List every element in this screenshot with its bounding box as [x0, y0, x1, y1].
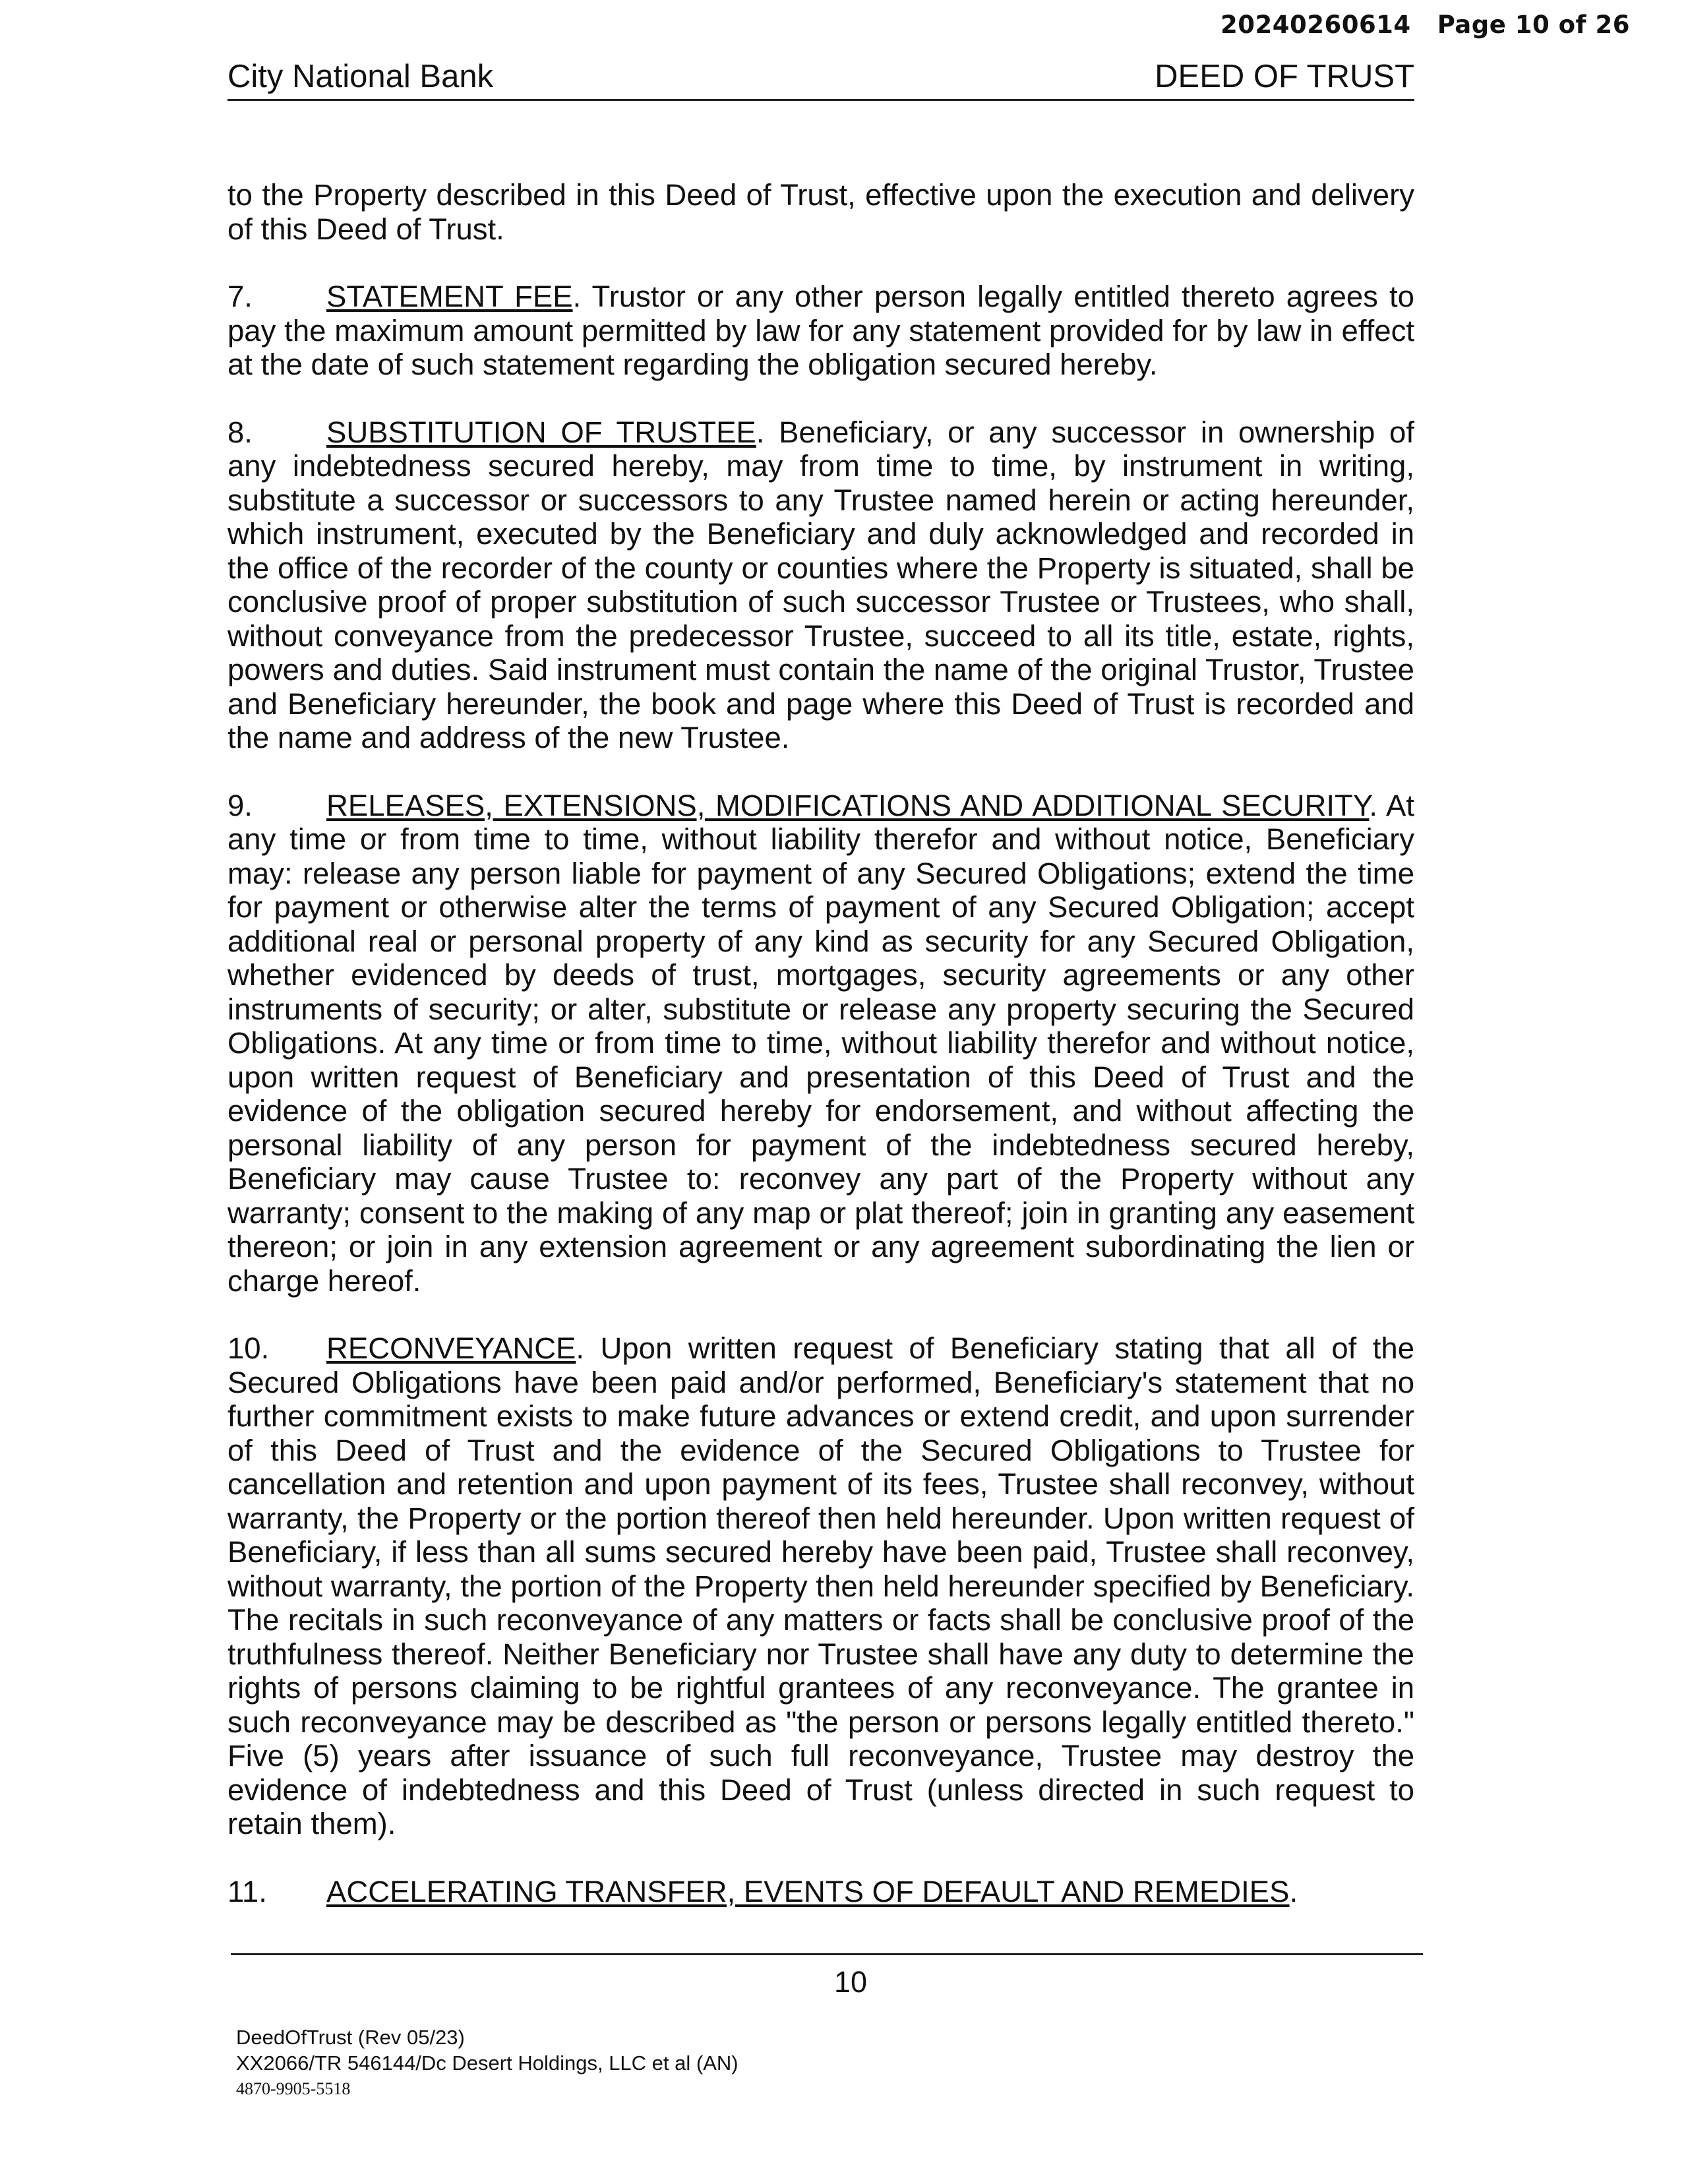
section-11 [227, 1875, 1414, 1909]
section-text: . Beneficiary, or any successor in ownership of any indebtedness secured hereby, may from time to time, by instrument in writing, substitute a successor or successors to any Trustee named herein or acting hereunder, which instrument, executed by the Beneficiary and duly acknowledged and recorded in the office of the recorder of the county or counties where the Property is situated, shall be conclusive proof of proper substitution of such successor Trustee or Trustees, who shall, without conveyance from the predecessor Trustee, succeed to all its title, estate, rights, powers and duties. Said instrument must contain the name of the original Trustor, Trustee and Beneficiary hereunder, the book and page where this Deed of Trust is recorded and the name and address of the new Trustee. [227, 415, 1414, 754]
section-text: . Trustor or any other person legally entitled thereto agrees to pay the maximum amount permitted by law for any statement provided for by law in effect at the date of such statement regarding the obligation secured hereby. [227, 280, 1414, 381]
section-number: 9. [227, 788, 253, 822]
footer-divider [231, 1953, 1423, 1955]
section-heading: STATEMENT FEE [326, 280, 573, 313]
section-8 [227, 415, 1414, 755]
section-number: 11. [227, 1874, 267, 1908]
section-10 [227, 1331, 1414, 1841]
recording-info [1221, 11, 1630, 39]
section-7 [227, 280, 1414, 382]
page-number: 10 [833, 1965, 868, 1999]
document-title: DEED OF TRUST [1155, 59, 1414, 94]
section-number: 10. [227, 1331, 270, 1365]
section-heading: RECONVEYANCE [326, 1331, 576, 1365]
section-number: 7. [227, 280, 253, 313]
section-number: 8. [227, 415, 253, 449]
section-text: . Upon written request of Beneficiary stating that all of the Secured Obligations have been paid and/or performed, Beneficiary's statement that no further commitment exists to make future advances or extend credit, and upon surrender of this Deed of Trust and the evidence of the Secured Obligations to Trustee for cancellation and retention and upon payment of its fees, Trustee shall reconvey, without warranty, the Property or the portion thereof then held hereunder. Upon written request of Beneficiary, if less than all sums secured hereby have been paid, Trustee shall reconvey, without warranty, the portion of the Property then held hereunder specified by Beneficiary. The recitals in such reconveyance of any matters or facts shall be conclusive proof of the truthfulness thereof. Neither Beneficiary nor Trustee shall have any duty to determine the rights of persons claiming to be rightful grantees of any reconveyance. The grantee in such reconveyance may be described as "the person or persons legally entitled thereto." Five (5) years after issuance of such full reconveyance, Trustee may destroy the evidence of indebtedness and this Deed of Trust (unless directed in such request to retain them). [227, 1331, 1414, 1840]
recording-number: 20240260614 [1220, 11, 1411, 39]
page-footer [236, 2024, 738, 2102]
page-indicator: Page 10 of 26 [1437, 11, 1630, 39]
document-body [227, 178, 1414, 1942]
section-heading: ACCELERATING TRANSFER, EVENTS OF DEFAULT AND REMEDIES [326, 1874, 1290, 1908]
section-heading: RELEASES, EXTENSIONS, MODIFICATIONS AND ADDITIONAL SECURITY [326, 788, 1370, 822]
bank-name: City National Bank [227, 59, 494, 94]
section-text: . [1289, 1874, 1298, 1908]
section-heading: SUBSTITUTION OF TRUSTEE [326, 415, 756, 449]
section-9 [227, 789, 1414, 1298]
matter-reference: XX2066/TR 546144/Dc Desert Holdings, LLC et al (AN) [236, 2051, 738, 2075]
form-revision: DeedOfTrust (Rev 05/23) [236, 2026, 465, 2049]
page-header [227, 58, 1414, 101]
continued-paragraph: to the Property described in this Deed of Trust, effective upon the execution and delivery of this Deed of Trust. [227, 178, 1414, 246]
section-text: . At any time or from time to time, without liability therefor and without notice, Beneficiary may: release any person liable for payment of any Secured Obligations; extend the time for payment or otherwise alter the terms of payment of any Secured Obligation; accept additional real or personal property of any kind as security for any Secured Obligation, whether evidenced by deeds of trust, mortgages, security agreements or any other instruments of security; or alter, substitute or release any property securing the Secured Obligations. At any time or from time to time, without liability therefor and without notice, upon written request of Beneficiary and presentation of this Deed of Trust and the evidence of the obligation secured hereby for endorsement, and without affecting the personal liability of any person for payment of the indebtedness secured hereby, Beneficiary may cause Trustee to: reconvey any part of the Property without any warranty; consent to the making of any map or plat thereof; join in granting any easement thereon; or join in any extension agreement or any agreement subordinating the lien or charge hereof. [227, 788, 1414, 1298]
document-code: 4870-9905-5518 [236, 2079, 351, 2098]
